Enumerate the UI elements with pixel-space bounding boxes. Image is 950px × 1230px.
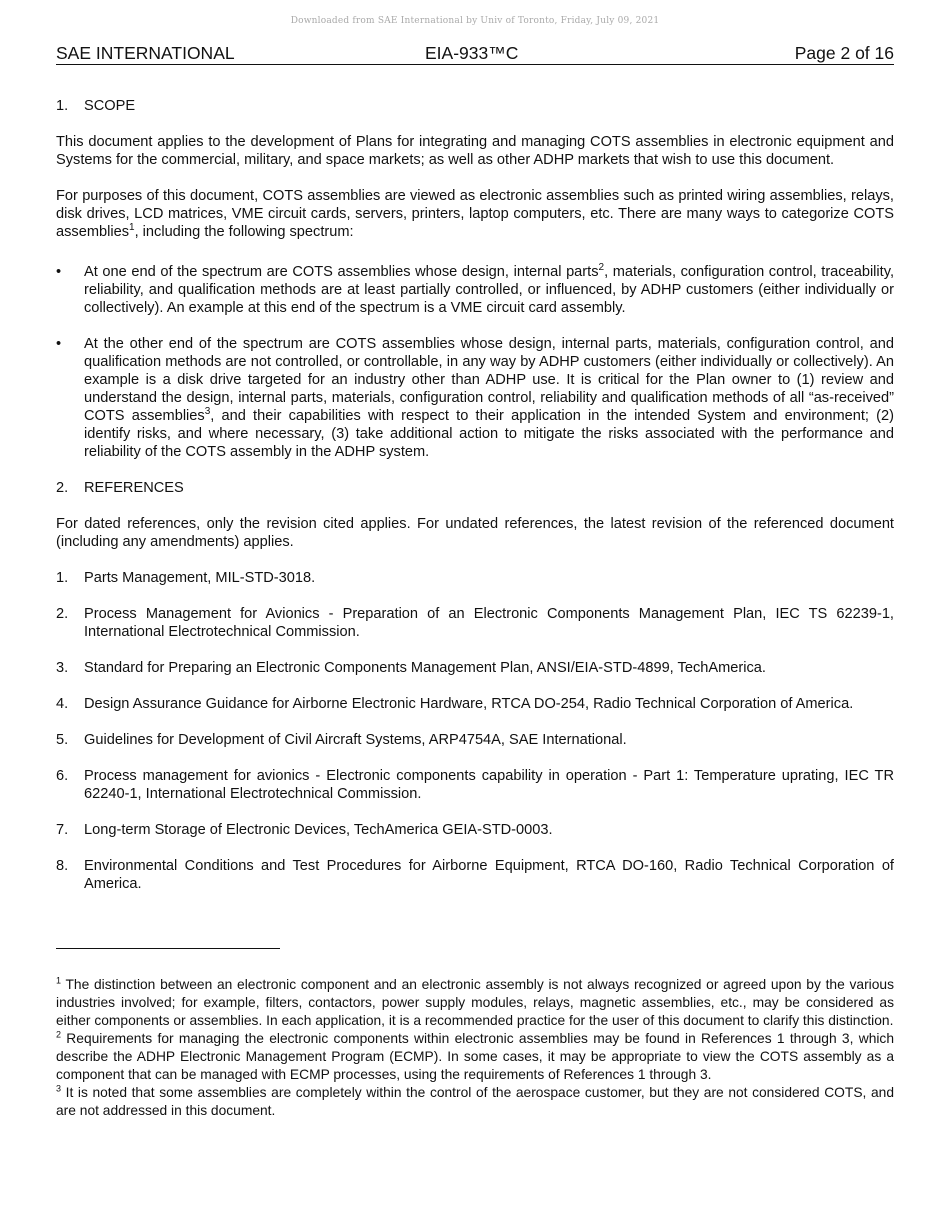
reference-number: 7. <box>56 822 69 838</box>
header-org: SAE INTERNATIONAL <box>56 43 235 63</box>
page-body <box>56 97 894 911</box>
footnote-ref-1[interactable]: 1 <box>129 222 135 234</box>
list-item <box>56 259 894 317</box>
footnote-1: $^1$ The distinction between an electronic component and an electronic assembly is not always recognized or agreed upon by the various industries involved; for example, filters, contactors, power supply modules, relays, magnetic assemblies, etc., may be considered as either components or assemblies. In each application, it is a recommended practice for the user of this document to clarify this distinction. <box>56 975 894 1028</box>
reference-text: Long-term Storage of Electronic Devices, TechAmerica GEIA-STD-0003. <box>84 822 553 838</box>
reference-text: Parts Management, MIL-STD-3018. <box>84 570 316 586</box>
reference-text: Process Management for Avionics - Preparation of an Electronic Components Management Plan, IEC TS 62239-1, International Electrotechnical Commission. <box>84 606 894 640</box>
bullet-text: At the other end of the spectrum are COTS assemblies whose design, internal parts, materials, configuration control, and qualification methods are not controlled, or controllable, in any way by ADHP customers (either individually or collectively). An example is a disk drive targeted for an industry other than ADHP use. It is critical for the Plan owner to (1) review and understand the design, internal parts, materials, configuration control, reliability and qualification methods of all “as-received” COTS assemblies$^3$, and their capabilities with respect to their application in the intended System and environment; (2) identify risks, and where necessary, (3) take additional action to mitigate the risks associated with the performance and reliability of the COTS assembly in the ADHP system. <box>84 336 894 460</box>
reference-text: Guidelines for Development of Civil Aircraft Systems, ARP4754A, SAE International. <box>84 732 627 748</box>
section-title: REFERENCES <box>84 480 184 496</box>
reference-text: Environmental Conditions and Test Procedures for Airborne Equipment, RTCA DO-160, Radio Technical Corporation of America. <box>84 858 894 892</box>
footnote-mark: 2 <box>56 1029 62 1040</box>
footnote-divider <box>56 948 280 949</box>
footnotes <box>56 976 894 1120</box>
bullet-text: At one end of the spectrum are COTS assemblies whose design, internal parts$^2$, materials, configuration control, traceability, reliability, and qualification methods are at least partially controlled, or influenced, by ADHP customers (either individually or collectively). An example at this end of the spectrum is a VME circuit card assembly. <box>84 262 894 316</box>
footnote-3: $^3$ It is noted that some assemblies are completely within the control of the aerospace customer, but they are not considered COTS, and are not addressed in this document. <box>56 1083 894 1118</box>
footnote-2: $^2$ Requirements for managing the electronic components within electronic assemblies may be found in References 1 through 3, which describe the ADHP Electronic Management Program (ECMP). In some cases, it may be appropriate to view the COTS assembly as a component that can be managed with ECMP processes, using the requirements of References 1 through 3. <box>56 1029 894 1082</box>
reference-number: 3. <box>56 660 69 676</box>
reference-text: Process management for avionics - Electronic components capability in operation - Part 1: Temperature uprating, IEC TR 62240-1, International Electrotechnical Commission. <box>84 768 894 802</box>
reference-number: 8. <box>56 858 69 874</box>
footnote-mark: 1 <box>56 975 62 986</box>
scope-paragraph-2: For purposes of this document, COTS assemblies are viewed as electronic assemblies such as printed wiring assemblies, relays, disk drives, LCD matrices, VME circuit cards, servers, printers, laptop computers, etc. There are many ways to categorize COTS assemblies$^1$, including the following spectrum: <box>56 188 894 240</box>
bullet-icon: • <box>56 264 62 280</box>
reference-item <box>56 695 894 713</box>
section-heading-references <box>56 479 894 497</box>
reference-item <box>56 659 894 677</box>
reference-text: Standard for Preparing an Electronic Components Management Plan, ANSI/EIA-STD-4899, TechAmerica. <box>84 660 766 676</box>
list-item <box>56 335 894 461</box>
reference-item <box>56 767 894 803</box>
footnote-ref-3[interactable]: 3 <box>204 406 211 418</box>
section-number: 2. <box>56 480 69 496</box>
bullet-icon: • <box>56 336 62 352</box>
reference-item <box>56 569 894 587</box>
reference-item <box>56 605 894 641</box>
reference-number: 1. <box>56 570 69 586</box>
header-page-number: Page 2 of 16 <box>794 43 894 63</box>
reference-text: Design Assurance Guidance for Airborne Electronic Hardware, RTCA DO-254, Radio Technical Corporation of America. <box>84 696 854 712</box>
section-heading-scope <box>56 97 894 115</box>
reference-number: 4. <box>56 696 69 712</box>
reference-number: 2. <box>56 606 69 622</box>
section-number: 1. <box>56 98 69 114</box>
reference-number: 5. <box>56 732 69 748</box>
reference-number: 6. <box>56 768 69 784</box>
section-title: SCOPE <box>84 98 136 114</box>
header-doc-id: EIA-933™C <box>425 43 519 63</box>
reference-item <box>56 821 894 839</box>
download-watermark: Downloaded from SAE International by Univ of Toronto, Friday, July 09, 2021 <box>290 16 660 26</box>
footnote-ref-2[interactable]: 2 <box>598 262 605 274</box>
scope-paragraph-1: This document applies to the development of Plans for integrating and managing COTS assemblies in electronic equipment and Systems for the commercial, military, and space markets; as well as other ADHP markets that wish to use this document. <box>56 134 894 168</box>
references-intro: For dated references, only the revision cited applies. For undated references, the latest revision of the referenced document (including any amendments) applies. <box>56 516 894 550</box>
reference-item <box>56 857 894 893</box>
page-header <box>56 43 894 65</box>
reference-item <box>56 731 894 749</box>
footnote-mark: 3 <box>56 1083 62 1094</box>
